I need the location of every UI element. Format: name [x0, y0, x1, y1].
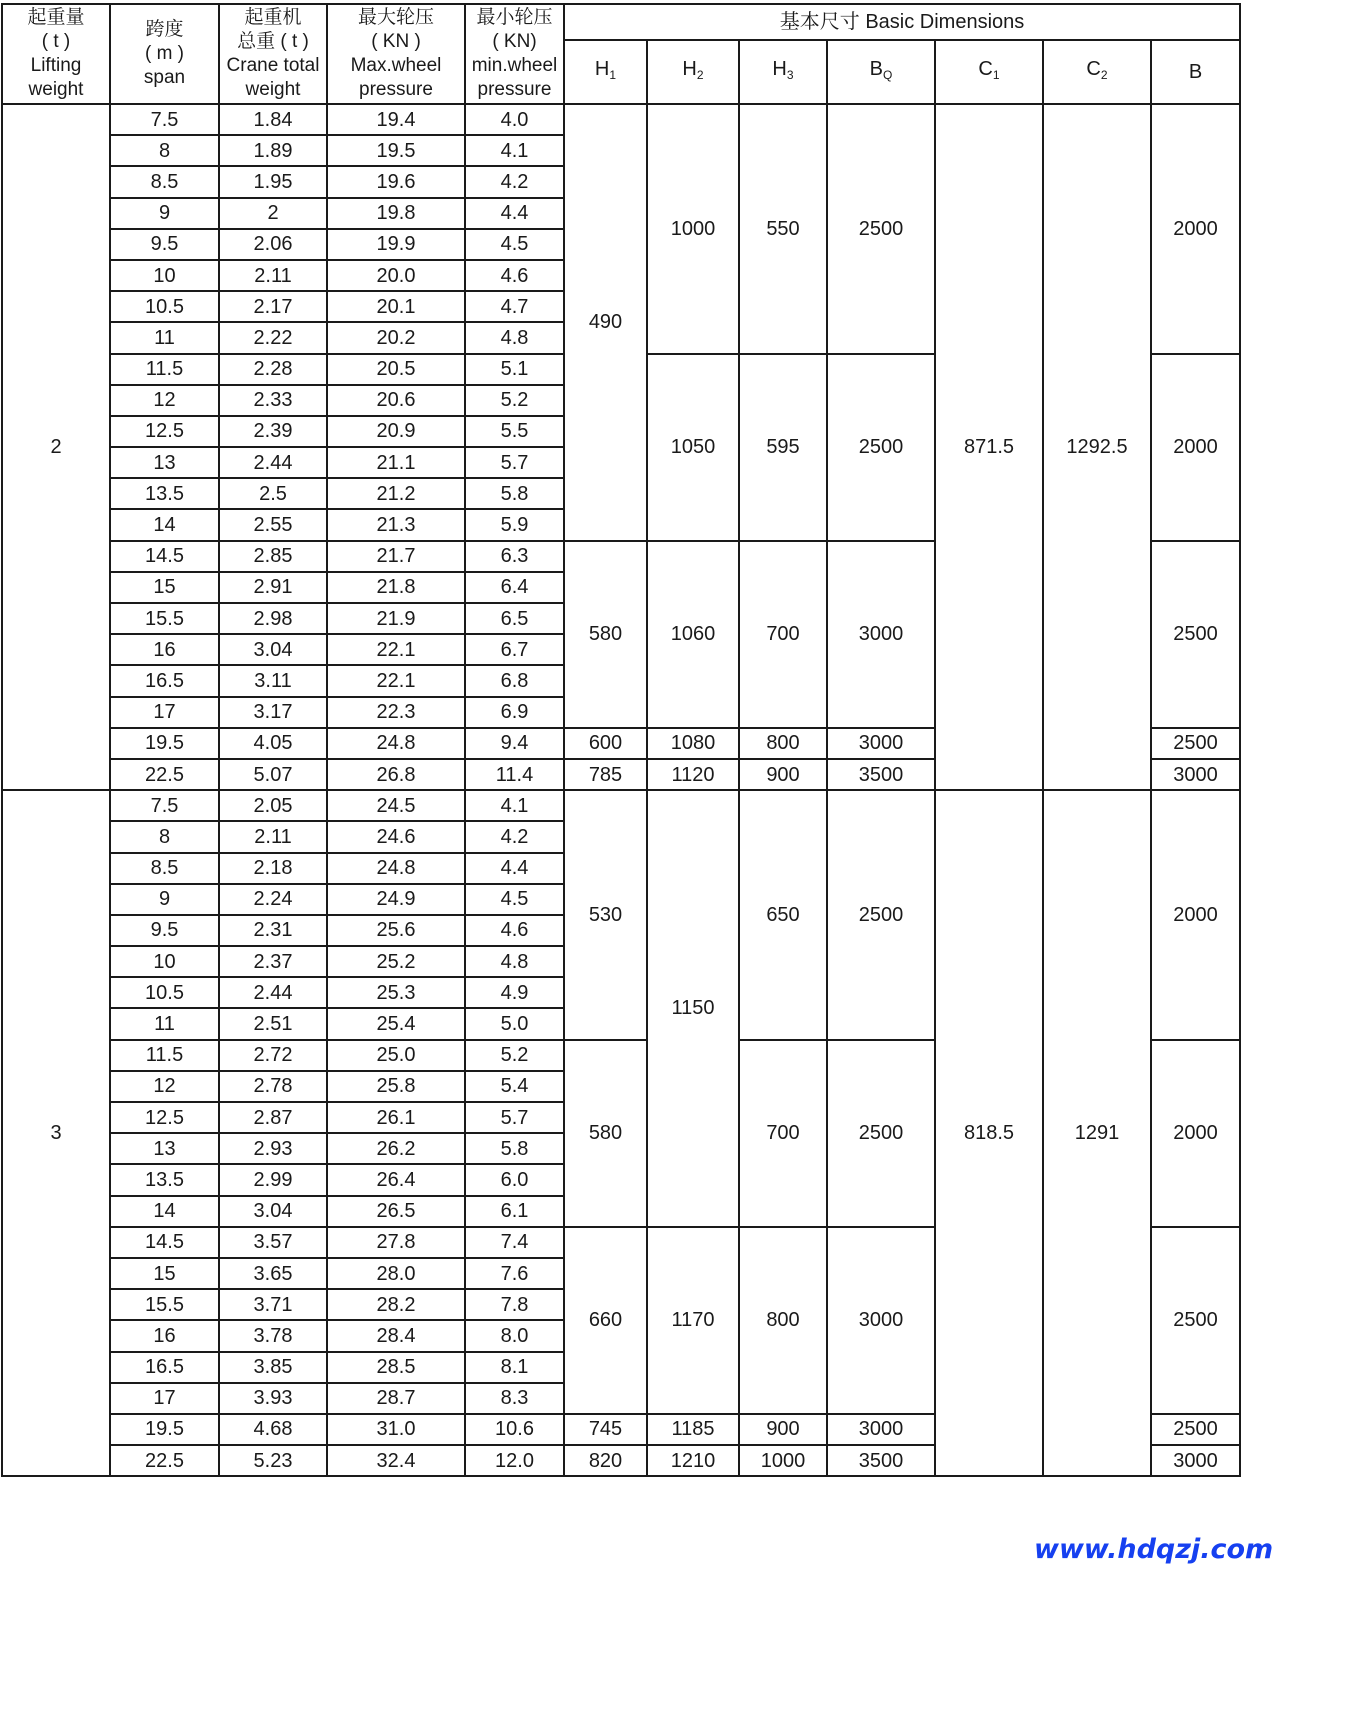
crane-weight-cell: 3.85 — [219, 1352, 327, 1383]
dim-h3-cell: 900 — [739, 759, 827, 790]
min-wheel-pressure-cell: 6.9 — [465, 697, 564, 728]
max-wheel-pressure-cell: 20.2 — [327, 322, 465, 353]
max-wheel-pressure-cell: 22.1 — [327, 665, 465, 696]
header-line: 起重机 — [244, 7, 302, 28]
dim-subscript: 1 — [992, 68, 1000, 82]
min-wheel-pressure-cell: 4.4 — [465, 198, 564, 229]
max-wheel-pressure-cell: 24.5 — [327, 790, 465, 821]
max-wheel-pressure-cell: 20.1 — [327, 291, 465, 322]
max-wheel-pressure-cell: 28.2 — [327, 1289, 465, 1320]
span-cell: 15 — [110, 1258, 219, 1289]
span-cell: 8 — [110, 135, 219, 166]
max-wheel-pressure-cell: 21.9 — [327, 603, 465, 634]
min-wheel-pressure-cell: 5.4 — [465, 1071, 564, 1102]
max-wheel-pressure-cell: 19.5 — [327, 135, 465, 166]
span-cell: 9 — [110, 884, 219, 915]
crane-weight-cell: 1.95 — [219, 166, 327, 197]
min-wheel-pressure-cell: 10.6 — [465, 1414, 564, 1445]
dim-bq-cell: 2500 — [827, 1040, 935, 1227]
dim-h3-cell: 800 — [739, 1227, 827, 1414]
dim-subscript: Q — [883, 68, 893, 82]
crane-weight-cell: 2.05 — [219, 790, 327, 821]
span-cell: 19.5 — [110, 728, 219, 759]
min-wheel-pressure-cell: 6.1 — [465, 1196, 564, 1227]
min-wheel-pressure-cell: 4.1 — [465, 135, 564, 166]
max-wheel-pressure-cell: 24.8 — [327, 853, 465, 884]
header-min-wheel-pressure — [465, 4, 564, 104]
max-wheel-pressure-cell: 32.4 — [327, 1445, 465, 1476]
dim-h1-cell: 530 — [564, 790, 647, 1040]
crane-weight-cell: 1.84 — [219, 104, 327, 135]
max-wheel-pressure-cell: 25.2 — [327, 946, 465, 977]
crane-weight-cell: 2.24 — [219, 884, 327, 915]
min-wheel-pressure-cell: 5.9 — [465, 509, 564, 540]
header-dim-h2 — [647, 40, 739, 104]
header-lifting-weight — [2, 4, 110, 104]
header-line: weight — [28, 79, 84, 100]
span-cell: 7.5 — [110, 790, 219, 821]
max-wheel-pressure-cell: 20.5 — [327, 354, 465, 385]
dim-h1-cell: 785 — [564, 759, 647, 790]
header-line: ( m ) — [144, 43, 185, 64]
max-wheel-pressure-cell: 19.9 — [327, 229, 465, 260]
dim-h1-cell: 580 — [564, 541, 647, 728]
crane-weight-cell: 3.93 — [219, 1383, 327, 1414]
dim-h3-cell: 700 — [739, 1040, 827, 1227]
table-row — [2, 104, 1240, 135]
dim-b-cell: 2500 — [1151, 728, 1240, 759]
crane-weight-cell: 2.85 — [219, 541, 327, 572]
min-wheel-pressure-cell: 8.1 — [465, 1352, 564, 1383]
span-cell: 8.5 — [110, 166, 219, 197]
dim-b-cell: 3000 — [1151, 759, 1240, 790]
dim-h1-cell: 745 — [564, 1414, 647, 1445]
max-wheel-pressure-cell: 21.2 — [327, 478, 465, 509]
dim-b-cell: 2500 — [1151, 1227, 1240, 1414]
dim-h2-cell: 1000 — [647, 104, 739, 354]
span-cell: 12.5 — [110, 1102, 219, 1133]
crane-weight-cell: 2.99 — [219, 1164, 327, 1195]
dim-b-cell: 2000 — [1151, 1040, 1240, 1227]
span-cell: 11.5 — [110, 354, 219, 385]
dim-h3-cell: 900 — [739, 1414, 827, 1445]
max-wheel-pressure-cell: 19.8 — [327, 198, 465, 229]
dim-b-cell: 2500 — [1151, 1414, 1240, 1445]
min-wheel-pressure-cell: 4.1 — [465, 790, 564, 821]
max-wheel-pressure-cell: 26.5 — [327, 1196, 465, 1227]
min-wheel-pressure-cell: 4.2 — [465, 166, 564, 197]
header-max-wheel-pressure — [327, 4, 465, 104]
span-cell: 10 — [110, 946, 219, 977]
dim-b-cell: 2000 — [1151, 104, 1240, 354]
crane-weight-cell: 2 — [219, 198, 327, 229]
dim-h3-cell: 1000 — [739, 1445, 827, 1476]
min-wheel-pressure-cell: 6.3 — [465, 541, 564, 572]
max-wheel-pressure-cell: 21.7 — [327, 541, 465, 572]
lifting-weight-cell: 3 — [2, 790, 110, 1476]
crane-weight-cell: 2.39 — [219, 416, 327, 447]
dim-h2-cell: 1185 — [647, 1414, 739, 1445]
min-wheel-pressure-cell: 8.3 — [465, 1383, 564, 1414]
span-cell: 13 — [110, 1133, 219, 1164]
crane-weight-cell: 2.91 — [219, 572, 327, 603]
header-line: span — [143, 67, 186, 88]
header-line: ( KN ) — [371, 31, 421, 52]
dim-symbol: C — [978, 58, 993, 80]
crane-weight-cell: 2.98 — [219, 603, 327, 634]
crane-weight-cell: 2.87 — [219, 1102, 327, 1133]
dim-h3-cell: 800 — [739, 728, 827, 759]
header-line: weight — [245, 79, 301, 100]
header-span — [110, 4, 219, 104]
max-wheel-pressure-cell: 21.1 — [327, 447, 465, 478]
max-wheel-pressure-cell: 19.4 — [327, 104, 465, 135]
crane-weight-cell: 2.11 — [219, 821, 327, 852]
header-line: min.wheel — [471, 55, 558, 76]
crane-weight-cell: 3.57 — [219, 1227, 327, 1258]
max-wheel-pressure-cell: 28.7 — [327, 1383, 465, 1414]
crane-weight-cell: 3.78 — [219, 1320, 327, 1351]
lifting-weight-cell: 2 — [2, 104, 110, 790]
header-line: 总重 ( t ) — [237, 31, 309, 52]
min-wheel-pressure-cell: 6.8 — [465, 665, 564, 696]
span-cell: 8.5 — [110, 853, 219, 884]
dim-h3-cell: 595 — [739, 354, 827, 541]
dim-h1-cell: 600 — [564, 728, 647, 759]
dim-symbol: H — [682, 58, 697, 80]
min-wheel-pressure-cell: 5.2 — [465, 1040, 564, 1071]
min-wheel-pressure-cell: 5.7 — [465, 1102, 564, 1133]
span-cell: 10 — [110, 260, 219, 291]
min-wheel-pressure-cell: 6.4 — [465, 572, 564, 603]
span-cell: 13 — [110, 447, 219, 478]
min-wheel-pressure-cell: 5.5 — [465, 416, 564, 447]
span-cell: 15 — [110, 572, 219, 603]
dim-bq-cell: 2500 — [827, 104, 935, 354]
header-dim-h3 — [739, 40, 827, 104]
dim-subscript: 2 — [1100, 68, 1108, 82]
span-cell: 9.5 — [110, 915, 219, 946]
crane-weight-cell: 2.5 — [219, 478, 327, 509]
max-wheel-pressure-cell: 22.1 — [327, 634, 465, 665]
dim-bq-cell: 2500 — [827, 790, 935, 1040]
min-wheel-pressure-cell: 9.4 — [465, 728, 564, 759]
max-wheel-pressure-cell: 22.3 — [327, 697, 465, 728]
dim-bq-cell: 3500 — [827, 1445, 935, 1476]
span-cell: 19.5 — [110, 1414, 219, 1445]
dim-h2-cell: 1080 — [647, 728, 739, 759]
dim-h3-cell: 650 — [739, 790, 827, 1040]
max-wheel-pressure-cell: 31.0 — [327, 1414, 465, 1445]
min-wheel-pressure-cell: 4.4 — [465, 853, 564, 884]
crane-weight-cell: 2.18 — [219, 853, 327, 884]
header-basic-dimensions: 基本尺寸 Basic Dimensions — [564, 4, 1240, 40]
header-crane-total-weight — [219, 4, 327, 104]
span-cell: 14.5 — [110, 541, 219, 572]
span-cell: 10.5 — [110, 291, 219, 322]
dim-h2-cell: 1170 — [647, 1227, 739, 1414]
dim-c2-cell: 1291 — [1043, 790, 1151, 1476]
min-wheel-pressure-cell: 6.0 — [465, 1164, 564, 1195]
max-wheel-pressure-cell: 21.8 — [327, 572, 465, 603]
span-cell: 11 — [110, 1008, 219, 1039]
min-wheel-pressure-cell: 4.5 — [465, 884, 564, 915]
min-wheel-pressure-cell: 11.4 — [465, 759, 564, 790]
crane-weight-cell: 3.04 — [219, 1196, 327, 1227]
max-wheel-pressure-cell: 25.4 — [327, 1008, 465, 1039]
table-body — [2, 104, 1240, 1476]
max-wheel-pressure-cell: 27.8 — [327, 1227, 465, 1258]
dim-h1-cell: 490 — [564, 104, 647, 541]
span-cell: 14 — [110, 1196, 219, 1227]
header-dim-b — [1151, 40, 1240, 104]
header-line: ( KN) — [492, 31, 537, 52]
crane-weight-cell: 2.55 — [219, 509, 327, 540]
min-wheel-pressure-cell: 4.6 — [465, 260, 564, 291]
min-wheel-pressure-cell: 7.8 — [465, 1289, 564, 1320]
crane-weight-cell: 5.07 — [219, 759, 327, 790]
header-line: 跨度 — [145, 19, 184, 40]
min-wheel-pressure-cell: 8.0 — [465, 1320, 564, 1351]
max-wheel-pressure-cell: 25.8 — [327, 1071, 465, 1102]
dim-b-cell: 2000 — [1151, 790, 1240, 1040]
dim-b-cell: 2000 — [1151, 354, 1240, 541]
header-dim-c2 — [1043, 40, 1151, 104]
max-wheel-pressure-cell: 28.0 — [327, 1258, 465, 1289]
dim-bq-cell: 3500 — [827, 759, 935, 790]
span-cell: 13.5 — [110, 1164, 219, 1195]
dim-c1-cell: 818.5 — [935, 790, 1043, 1476]
min-wheel-pressure-cell: 5.7 — [465, 447, 564, 478]
header-line: ( t ) — [41, 31, 71, 52]
dim-bq-cell: 3000 — [827, 541, 935, 728]
dim-h3-cell: 700 — [739, 541, 827, 728]
span-cell: 17 — [110, 697, 219, 728]
crane-weight-cell: 4.68 — [219, 1414, 327, 1445]
span-cell: 11.5 — [110, 1040, 219, 1071]
min-wheel-pressure-cell: 12.0 — [465, 1445, 564, 1476]
crane-weight-cell: 2.28 — [219, 354, 327, 385]
max-wheel-pressure-cell: 19.6 — [327, 166, 465, 197]
min-wheel-pressure-cell: 5.8 — [465, 1133, 564, 1164]
span-cell: 9 — [110, 198, 219, 229]
dim-symbol: C — [1086, 58, 1101, 80]
dim-h2-cell: 1150 — [647, 790, 739, 1227]
span-cell: 17 — [110, 1383, 219, 1414]
max-wheel-pressure-cell: 26.1 — [327, 1102, 465, 1133]
span-cell: 15.5 — [110, 1289, 219, 1320]
dim-h3-cell: 550 — [739, 104, 827, 354]
max-wheel-pressure-cell: 25.0 — [327, 1040, 465, 1071]
crane-weight-cell: 2.37 — [219, 946, 327, 977]
crane-weight-cell: 3.04 — [219, 634, 327, 665]
dim-bq-cell: 2500 — [827, 354, 935, 541]
header-dim-bq — [827, 40, 935, 104]
dim-subscript: 2 — [696, 68, 704, 82]
max-wheel-pressure-cell: 24.6 — [327, 821, 465, 852]
crane-weight-cell: 2.31 — [219, 915, 327, 946]
span-cell: 16.5 — [110, 665, 219, 696]
max-wheel-pressure-cell: 26.2 — [327, 1133, 465, 1164]
min-wheel-pressure-cell: 5.2 — [465, 385, 564, 416]
span-cell: 16 — [110, 634, 219, 665]
min-wheel-pressure-cell: 6.5 — [465, 603, 564, 634]
dim-symbol: H — [772, 58, 787, 80]
min-wheel-pressure-cell: 4.8 — [465, 946, 564, 977]
max-wheel-pressure-cell: 21.3 — [327, 509, 465, 540]
dim-h2-cell: 1050 — [647, 354, 739, 541]
crane-weight-cell: 2.78 — [219, 1071, 327, 1102]
crane-weight-cell: 2.51 — [219, 1008, 327, 1039]
crane-weight-cell: 2.22 — [219, 322, 327, 353]
span-cell: 8 — [110, 821, 219, 852]
max-wheel-pressure-cell: 26.4 — [327, 1164, 465, 1195]
crane-weight-cell: 3.11 — [219, 665, 327, 696]
span-cell: 14.5 — [110, 1227, 219, 1258]
dim-bq-cell: 3000 — [827, 728, 935, 759]
dim-h2-cell: 1210 — [647, 1445, 739, 1476]
max-wheel-pressure-cell: 28.4 — [327, 1320, 465, 1351]
crane-weight-cell: 2.72 — [219, 1040, 327, 1071]
crane-weight-cell: 3.17 — [219, 697, 327, 728]
max-wheel-pressure-cell: 24.9 — [327, 884, 465, 915]
dim-b-cell: 2500 — [1151, 541, 1240, 728]
span-cell: 15.5 — [110, 603, 219, 634]
span-cell: 11 — [110, 322, 219, 353]
watermark-url: www.hdqzj.com — [1034, 1534, 1274, 1565]
min-wheel-pressure-cell: 4.6 — [465, 915, 564, 946]
crane-weight-cell: 2.17 — [219, 291, 327, 322]
table-row — [2, 790, 1240, 821]
span-cell: 13.5 — [110, 478, 219, 509]
span-cell: 14 — [110, 509, 219, 540]
dim-subscript: 1 — [609, 68, 617, 82]
header-line: 最大轮压 — [357, 7, 434, 28]
dim-h1-cell: 820 — [564, 1445, 647, 1476]
max-wheel-pressure-cell: 28.5 — [327, 1352, 465, 1383]
min-wheel-pressure-cell: 5.8 — [465, 478, 564, 509]
max-wheel-pressure-cell: 20.0 — [327, 260, 465, 291]
dim-symbol: H — [594, 58, 610, 80]
min-wheel-pressure-cell: 4.7 — [465, 291, 564, 322]
min-wheel-pressure-cell: 4.0 — [465, 104, 564, 135]
span-cell: 9.5 — [110, 229, 219, 260]
min-wheel-pressure-cell: 5.1 — [465, 354, 564, 385]
header-dim-h1 — [564, 40, 647, 104]
crane-weight-cell: 4.05 — [219, 728, 327, 759]
span-cell: 22.5 — [110, 759, 219, 790]
min-wheel-pressure-cell: 7.6 — [465, 1258, 564, 1289]
max-wheel-pressure-cell: 25.3 — [327, 977, 465, 1008]
dim-bq-cell: 3000 — [827, 1414, 935, 1445]
crane-specification-table — [1, 3, 1241, 1477]
min-wheel-pressure-cell: 4.5 — [465, 229, 564, 260]
max-wheel-pressure-cell: 20.6 — [327, 385, 465, 416]
max-wheel-pressure-cell: 20.9 — [327, 416, 465, 447]
dim-symbol: B — [869, 58, 883, 80]
crane-weight-cell: 2.44 — [219, 447, 327, 478]
span-cell: 12 — [110, 1071, 219, 1102]
min-wheel-pressure-cell: 5.0 — [465, 1008, 564, 1039]
min-wheel-pressure-cell: 6.7 — [465, 634, 564, 665]
crane-weight-cell: 2.93 — [219, 1133, 327, 1164]
crane-weight-cell: 2.33 — [219, 385, 327, 416]
crane-weight-cell: 5.23 — [219, 1445, 327, 1476]
header-line: pressure — [477, 79, 552, 100]
span-cell: 16.5 — [110, 1352, 219, 1383]
crane-weight-cell: 2.44 — [219, 977, 327, 1008]
crane-weight-cell: 2.11 — [219, 260, 327, 291]
header-line: pressure — [359, 79, 433, 100]
max-wheel-pressure-cell: 26.8 — [327, 759, 465, 790]
min-wheel-pressure-cell: 4.9 — [465, 977, 564, 1008]
span-cell: 16 — [110, 1320, 219, 1351]
crane-weight-cell: 2.06 — [219, 229, 327, 260]
span-cell: 7.5 — [110, 104, 219, 135]
header-line: 起重量 — [27, 7, 85, 28]
dim-subscript: 3 — [786, 68, 794, 82]
dim-c2-cell: 1292.5 — [1043, 104, 1151, 790]
min-wheel-pressure-cell: 7.4 — [465, 1227, 564, 1258]
crane-weight-cell: 3.65 — [219, 1258, 327, 1289]
max-wheel-pressure-cell: 25.6 — [327, 915, 465, 946]
min-wheel-pressure-cell: 4.2 — [465, 821, 564, 852]
span-cell: 12 — [110, 385, 219, 416]
header-dim-c1 — [935, 40, 1043, 104]
span-cell: 22.5 — [110, 1445, 219, 1476]
header-line: 最小轮压 — [476, 7, 553, 28]
min-wheel-pressure-cell: 4.8 — [465, 322, 564, 353]
dim-symbol: B — [1188, 61, 1203, 83]
dim-h2-cell: 1120 — [647, 759, 739, 790]
dim-c1-cell: 871.5 — [935, 104, 1043, 790]
header-line: Crane total — [226, 55, 320, 76]
crane-weight-cell: 1.89 — [219, 135, 327, 166]
span-cell: 12.5 — [110, 416, 219, 447]
dim-h1-cell: 660 — [564, 1227, 647, 1414]
dim-b-cell: 3000 — [1151, 1445, 1240, 1476]
header-line: Lifting — [30, 55, 82, 76]
header-line: Max.wheel — [350, 55, 442, 76]
max-wheel-pressure-cell: 24.8 — [327, 728, 465, 759]
crane-weight-cell: 3.71 — [219, 1289, 327, 1320]
span-cell: 10.5 — [110, 977, 219, 1008]
dim-bq-cell: 3000 — [827, 1227, 935, 1414]
dim-h2-cell: 1060 — [647, 541, 739, 728]
dim-h1-cell: 580 — [564, 1040, 647, 1227]
